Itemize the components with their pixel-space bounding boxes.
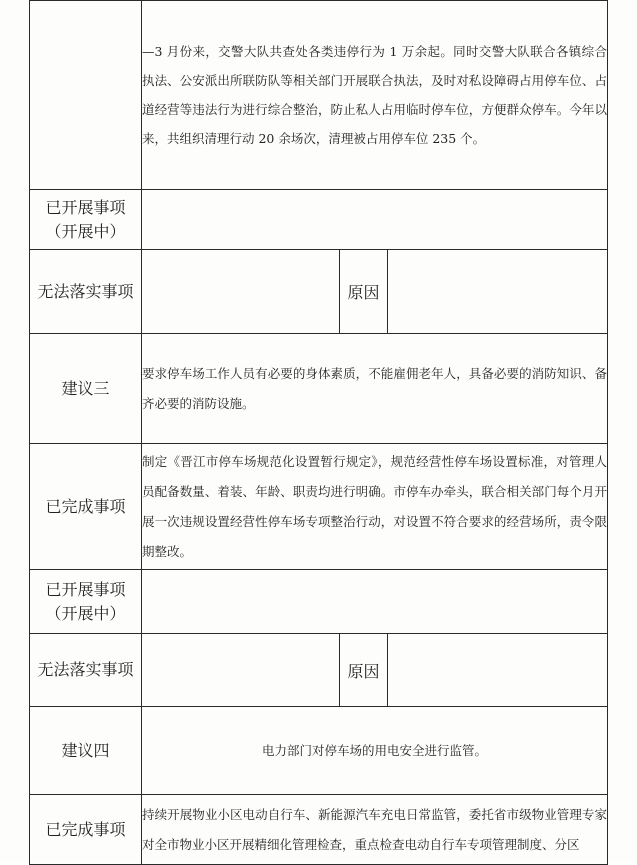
table-row xyxy=(30,795,608,865)
ongoing-label: 已开展事项 （开展中） xyxy=(30,570,142,634)
completed-text-cell: —3 月份来，交警大队共查处各类违停行为 1 万余起。同时交警大队联合各镇综合执法、公安派出所联防队等相关部门开展联合执法，及时对私设障碍占用停车位、占道经营等违法行为进行综合整治，防止私人占用临时停车位，方便群众停车。今年以来，共组织清理行动 20 余场次，清理被占用停车位 235 个。 xyxy=(142,1,608,190)
unable-label: 无法落实事项 xyxy=(30,634,142,707)
suggestion-3-text: 要求停车场工作人员有必要的身体素质，不能雇佣老年人，具备必要的消防知识、备齐必要的消防设施。 xyxy=(142,334,608,444)
unable-content-cell xyxy=(142,250,340,334)
table-row xyxy=(30,190,608,250)
ongoing-content-cell xyxy=(142,570,608,634)
reason-label: 原因 xyxy=(340,250,388,334)
blank-label-cell xyxy=(30,1,142,190)
table-row xyxy=(30,250,608,334)
table-row xyxy=(30,1,608,190)
reason-content-cell xyxy=(388,634,608,707)
table-row xyxy=(30,570,608,634)
unable-content-cell xyxy=(142,634,340,707)
ongoing-label: 已开展事项 （开展中） xyxy=(30,190,142,250)
reason-label: 原因 xyxy=(340,634,388,707)
table-row xyxy=(30,334,608,444)
table-row xyxy=(30,634,608,707)
suggestion-table xyxy=(29,0,608,865)
table-row xyxy=(30,444,608,570)
completed-text-cell: 持续开展物业小区电动自行车、新能源汽车充电日常监管，委托省市级物业管理专家对全市物业小区开展精细化管理检查，重点检查电动自行车专项管理制度、分区 xyxy=(142,795,608,865)
suggestion-3-label: 建议三 xyxy=(30,334,142,444)
table-row xyxy=(30,707,608,795)
suggestion-4-label: 建议四 xyxy=(30,707,142,795)
reason-content-cell xyxy=(388,250,608,334)
unable-label: 无法落实事项 xyxy=(30,250,142,334)
completed-text-cell: 制定《晋江市停车场规范化设置暂行规定》，规范经营性停车场设置标准，对管理人员配备数量、着装、年龄、职责均进行明确。市停车办牵头，联合相关部门每个月开展一次违规设置经营性停车场专项整治行动，对设置不符合要求的经营场所，责令限期整改。 xyxy=(142,444,608,570)
completed-label: 已完成事项 xyxy=(30,795,142,865)
suggestion-4-text: 电力部门对停车场的用电安全进行监管。 xyxy=(142,707,608,795)
completed-label: 已完成事项 xyxy=(30,444,142,570)
ongoing-content-cell xyxy=(142,190,608,250)
